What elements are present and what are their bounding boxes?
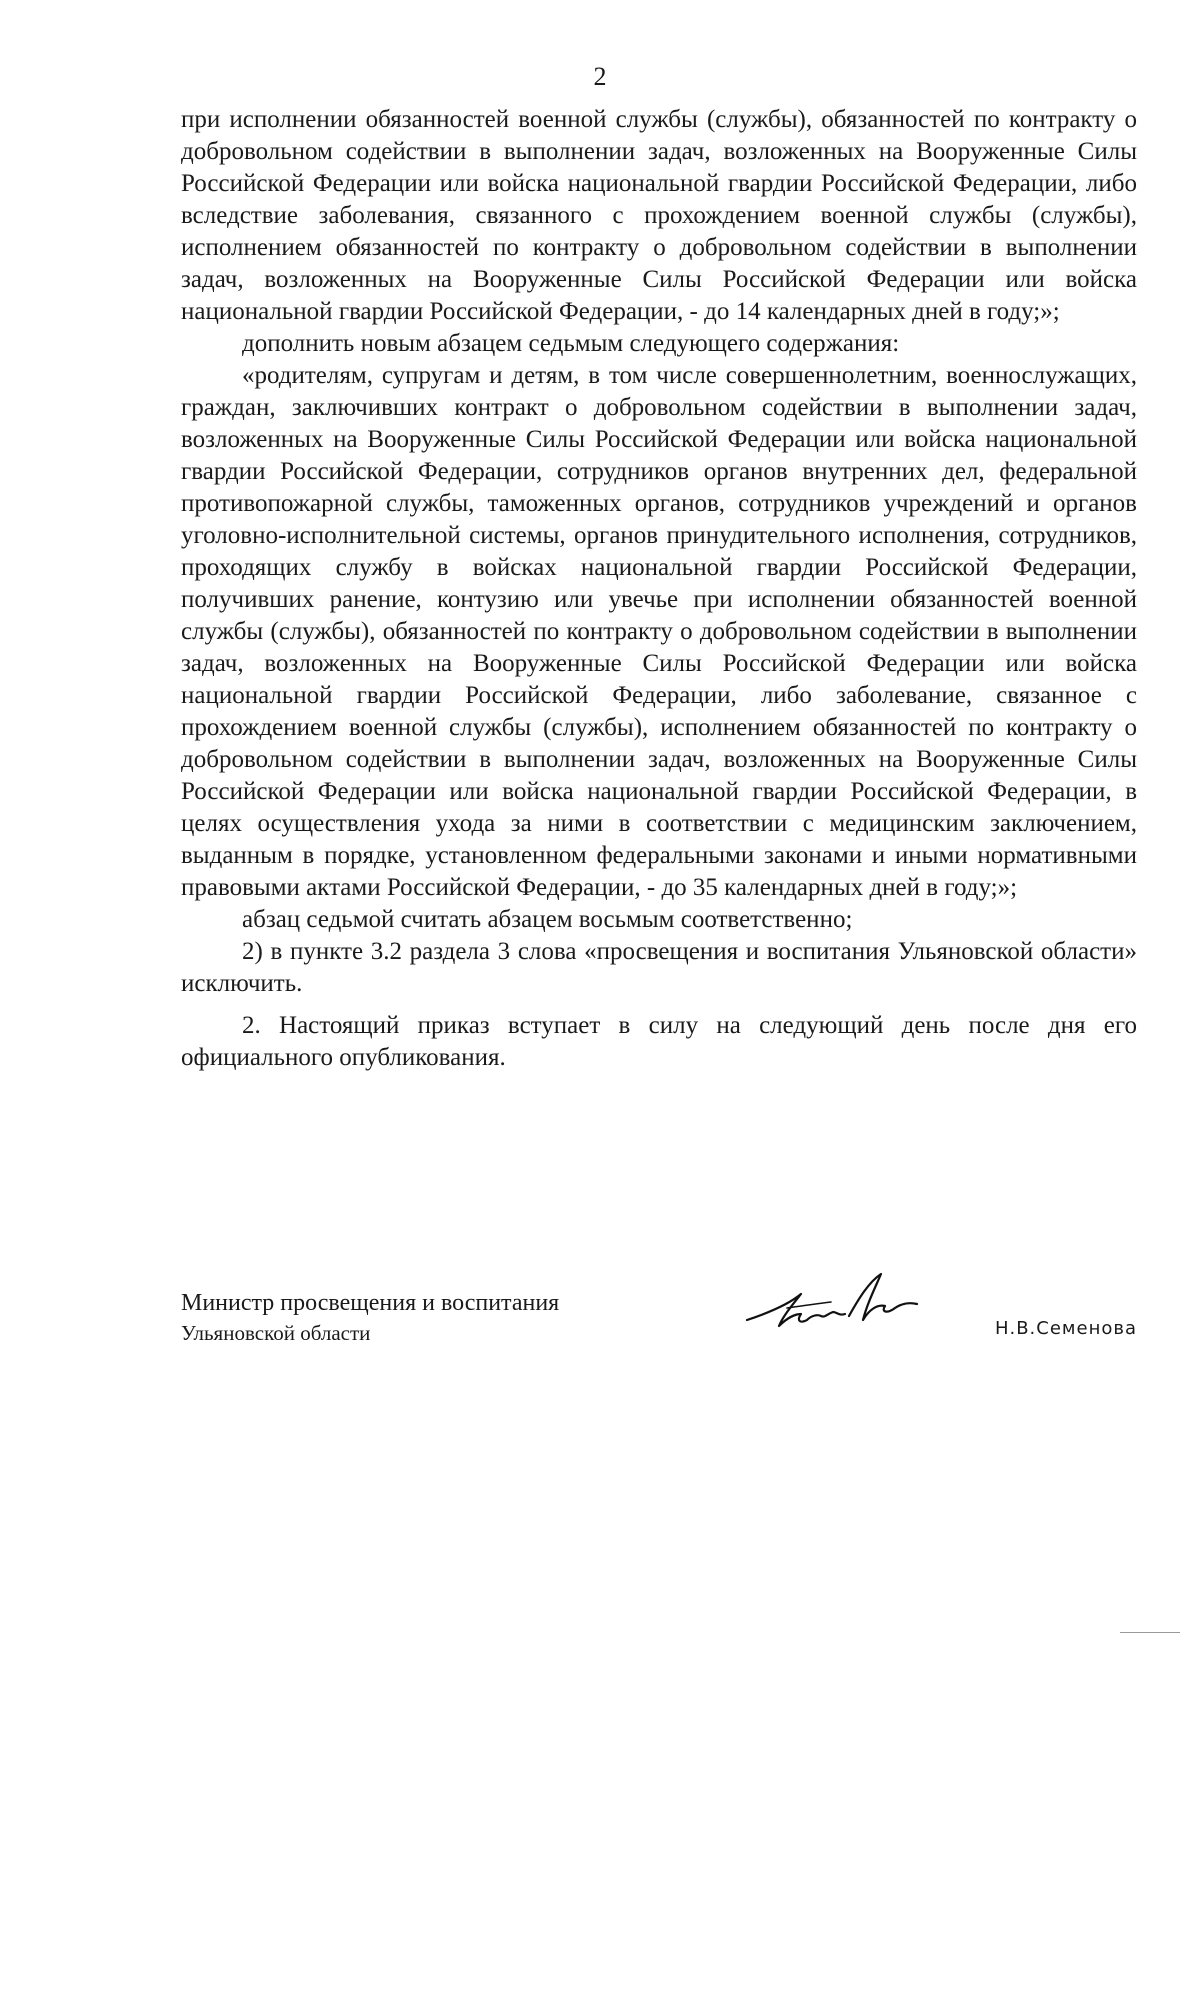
paragraph-item-2: 2) в пункте 3.2 раздела 3 слова «просвещения и воспитания Ульяновской области» исключить. <box>181 938 1137 997</box>
paragraph-new-clause: «родителям, супругам и детям, в том числе совершеннолетним, военнослужащих, граждан, заключивших контракт о добровольном содействии в выполнении задач, возложенных на Вооруженные Силы Российской Федерации или войска национальной гвардии Российской Федерации, сотрудников органов внутренних дел, федеральной противопожарной службы, таможенных органов, сотрудников учреждений и органов уголовно-исполнительной системы, органов принудительного исполнения, сотрудников, проходящих службу в войсках национальной гвардии Российской Федерации, получивших ранение, контузию или увечье при исполнении обязанностей военной службы (службы), обязанностей по контракту о добровольном содействии в выполнении задач, возложенных на Вооруженные Силы Российской Федерации или войска национальной гвардии Российской Федерации, либо заболевание, связанное с прохождением военной службы (службы), исполнением обязанностей по контракту о добровольном содействии в выполнении задач, возложенных на Вооруженные Силы Российской Федерации или войска национальной гвардии Российской Федерации, в целях осуществления ухода за ними в соответствии с медицинским заключением, выданным в порядке, установленном федеральными законами и иными нормативными правовыми актами Российской Федерации, - до 35 календарных дней в году;»; <box>181 362 1137 901</box>
document-body <box>181 104 1137 1074</box>
signer-title-line1: Министр просвещения и воспитания <box>181 1290 560 1316</box>
signer-title <box>181 1288 559 1348</box>
signer-name: Н.В.Семенова <box>994 1318 1137 1339</box>
paragraph-effective-date: 2. Настоящий приказ вступает в силу на следующий день после дня его официального опубликования. <box>181 1012 1137 1071</box>
page-number: 2 <box>593 62 607 91</box>
scan-edge-mark <box>1120 1632 1180 1633</box>
paragraph-renumbering: абзац седьмой считать абзацем восьмым соответственно; <box>242 906 853 933</box>
signature-block <box>181 1288 1137 1358</box>
signer-title-line2: Ульяновской области <box>181 1321 371 1345</box>
handwritten-signature-icon <box>741 1268 941 1348</box>
paragraph-amendment-intro: дополнить новым абзацем седьмым следующего содержания: <box>242 330 900 357</box>
paragraph-continuation: при исполнении обязанностей военной службы (службы), обязанностей по контракту о добровольном содействии в выполнении задач, возложенных на Вооруженные Силы Российской Федерации или войска национальной гвардии Российской Федерации, либо вследствие заболевания, связанного с прохождением военной службы (службы), исполнением обязанностей по контракту о добровольном содействии в выполнении задач, возложенных на Вооруженные Силы Российской Федерации или войска национальной гвардии Российской Федерации, - до 14 календарных дней в году;»; <box>181 106 1137 325</box>
